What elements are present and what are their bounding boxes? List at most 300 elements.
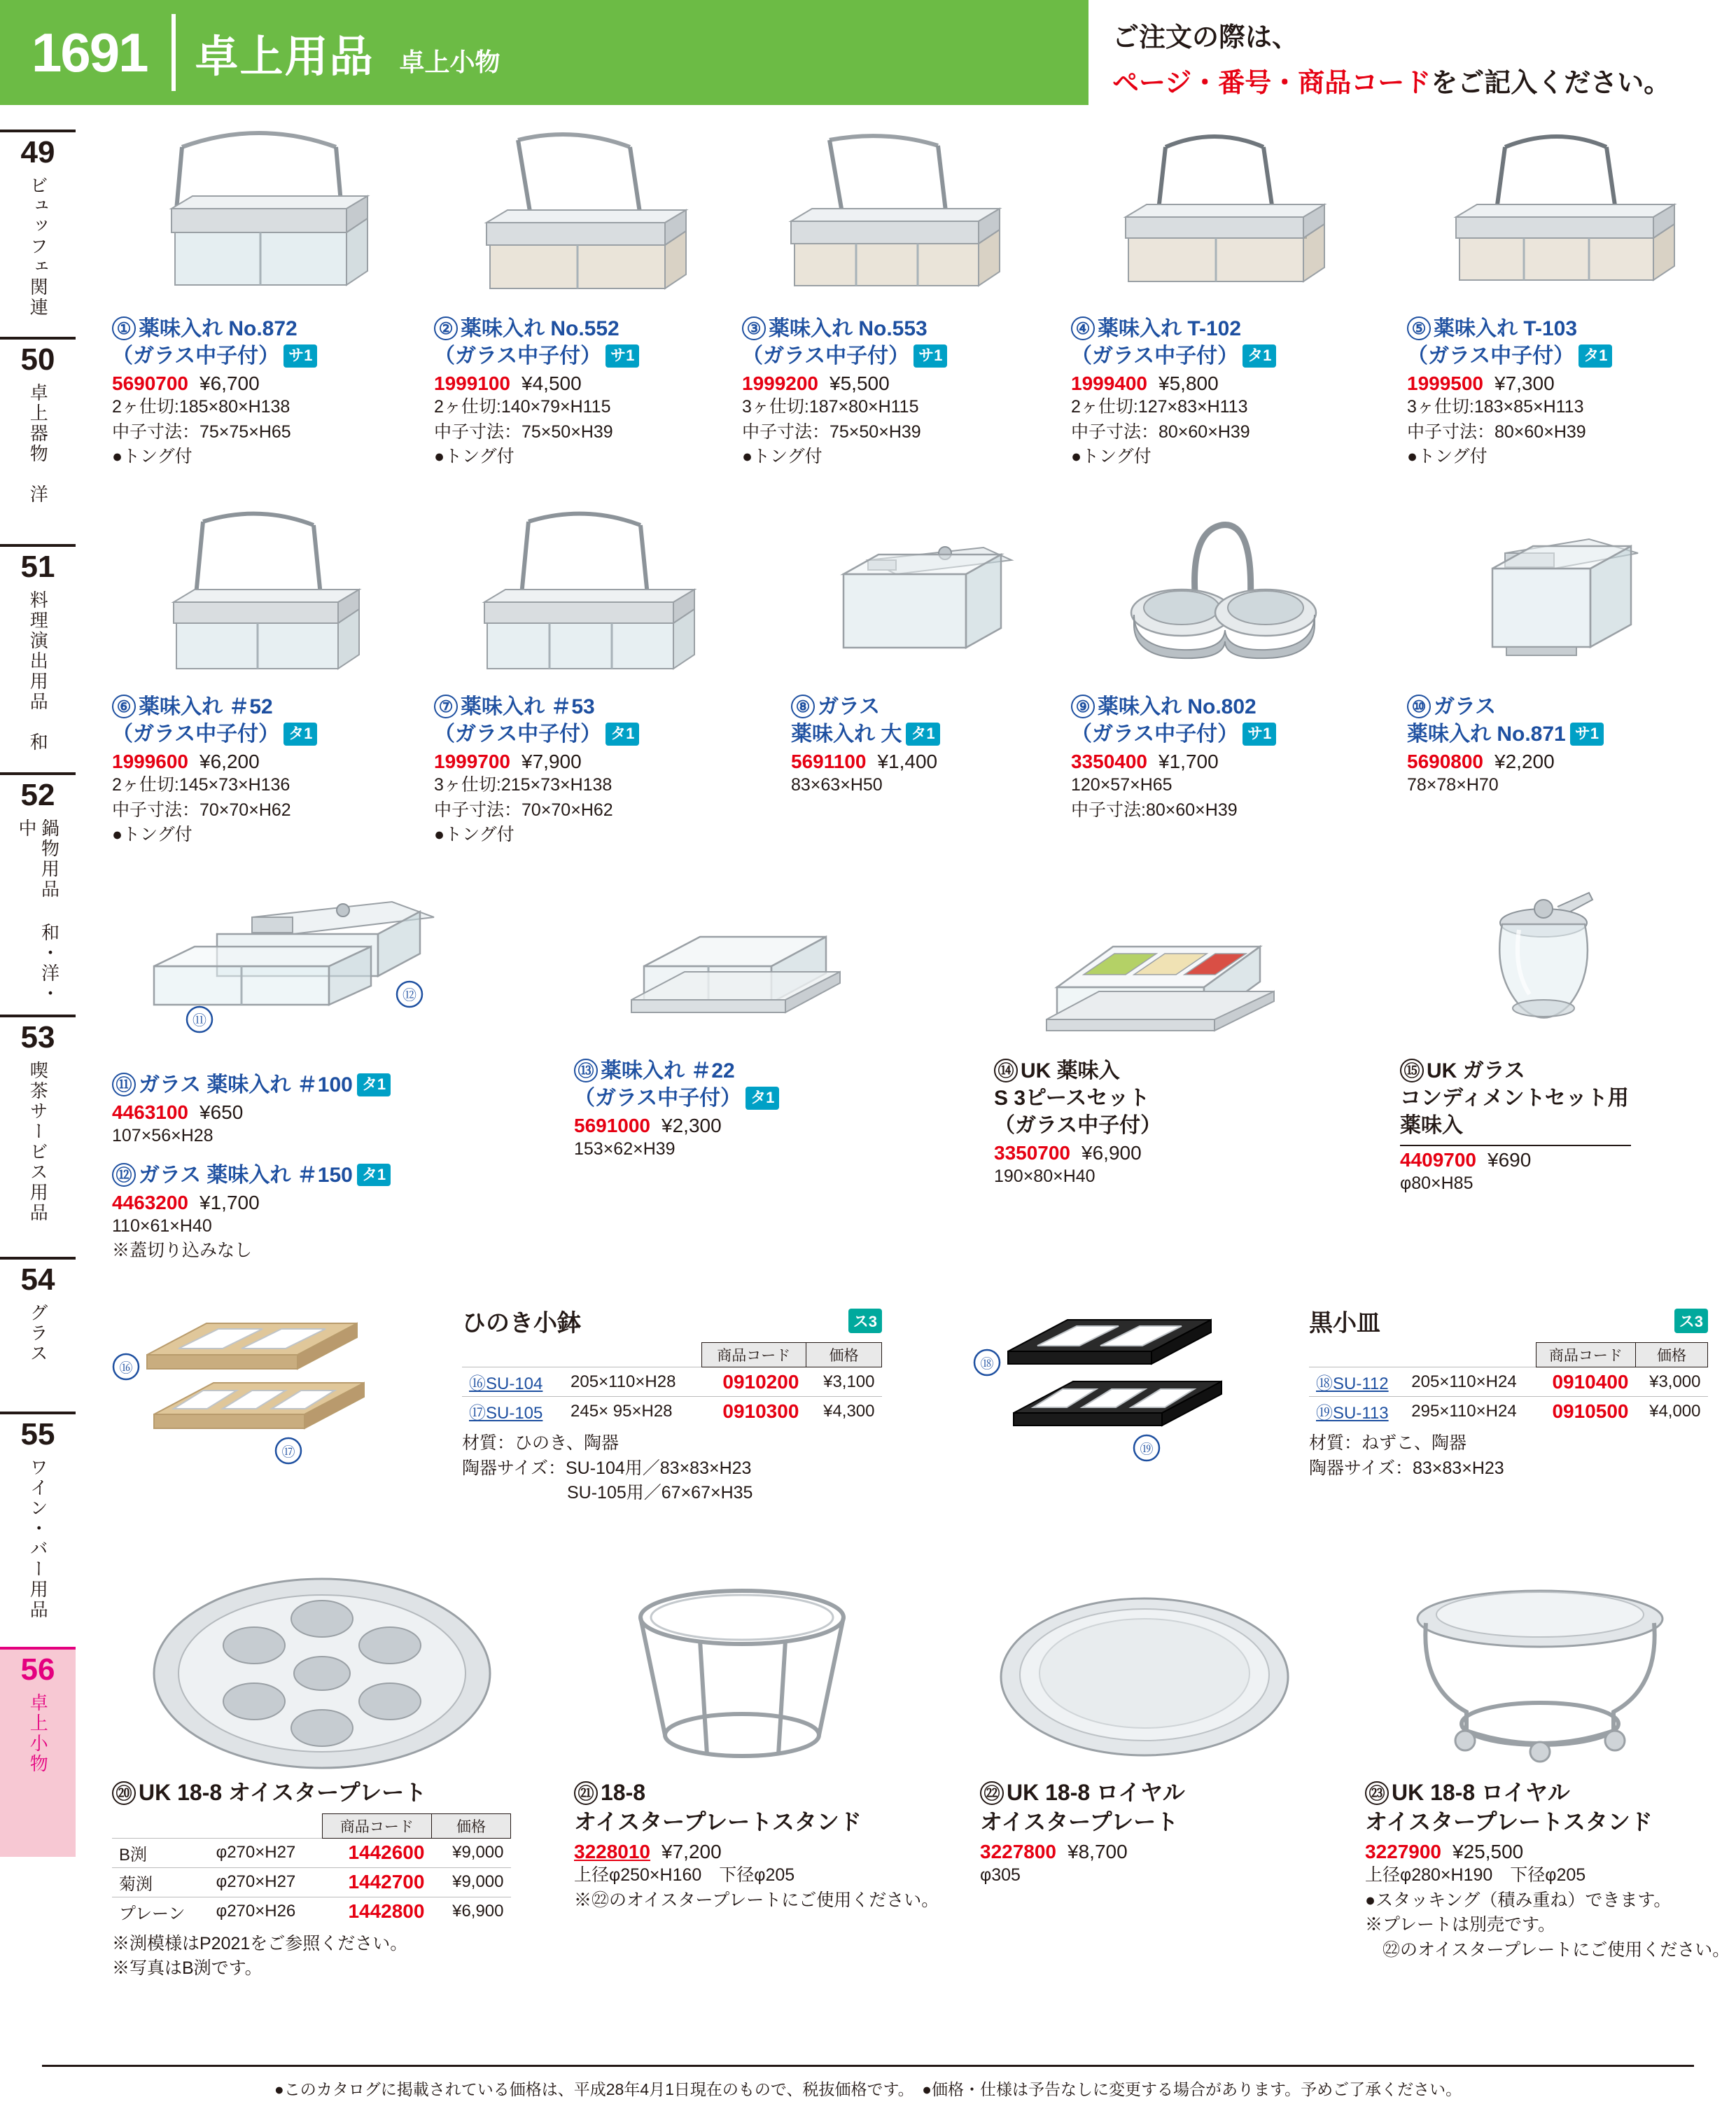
product-card-23[interactable] — [1365, 1568, 1730, 1963]
row-size: 205×110×H24 — [1404, 1367, 1536, 1397]
product-code: 3350400 — [1071, 751, 1148, 772]
product-name-2: S 3ピースセット — [994, 1087, 1150, 1110]
product-spec: 107×56×H28 — [112, 1126, 214, 1145]
product-price-row — [434, 372, 728, 395]
product-spec: ●トング付 — [112, 825, 192, 844]
product-name-3: （ガラス中子付） — [994, 1114, 1162, 1137]
product-spec: ●トング付 — [434, 825, 514, 844]
product-card-1[interactable] — [112, 126, 406, 470]
sidebar-item-54[interactable] — [0, 1257, 76, 1407]
product-title — [112, 1778, 532, 1808]
product-title — [742, 315, 1036, 342]
product-spec: 中子寸法：70×70×H62 — [434, 800, 613, 820]
table-header-row — [462, 1343, 882, 1367]
row-model: ⑰SU-105 — [462, 1397, 564, 1426]
product-title-2 — [1407, 342, 1708, 370]
product-name-1: 薬味入れ T-103 — [1434, 317, 1578, 340]
product-price-row — [112, 1192, 504, 1214]
product-name-1: 薬味入れ No.553 — [769, 317, 927, 340]
product-card-6[interactable] — [112, 504, 406, 848]
product-name-1: ガラス 薬味入れ ＃100 — [139, 1073, 353, 1096]
product-code: 4409700 — [1400, 1149, 1477, 1171]
maker-badge: タ1 — [1242, 344, 1276, 368]
side-tab-label: 料理演出用品 和 — [27, 590, 49, 753]
product-price: ¥5,500 — [830, 372, 890, 394]
product-spec: 中子寸法：75×75×H65 — [112, 421, 291, 442]
table-row[interactable] — [462, 1367, 882, 1397]
product-title-2 — [112, 342, 406, 370]
product-photo — [1071, 126, 1365, 315]
product-price-row — [791, 751, 1043, 773]
product-code: 1999500 — [1407, 372, 1484, 394]
table-row[interactable] — [112, 1867, 511, 1897]
product-name-2: コンディメントセット用 — [1400, 1087, 1629, 1110]
product-photo — [1400, 882, 1708, 1057]
product-code: 5690700 — [112, 372, 189, 394]
product-name-2: （ガラス中子付） — [112, 723, 280, 746]
product-spec: ●スタッキング（積み重ね）できます。 — [1365, 1890, 1672, 1910]
product-index: ⑨ — [1071, 695, 1095, 718]
maker-badge: タ1 — [284, 723, 317, 746]
product-price: ¥8,700 — [1068, 1841, 1128, 1863]
product-name-1: ガラス — [818, 695, 881, 718]
product-name-1: UK 18-8 ロイヤル — [1007, 1780, 1185, 1805]
product-card-2[interactable] — [434, 126, 728, 470]
product-index: ② — [434, 316, 458, 340]
product-photo — [1407, 504, 1708, 693]
side-tab-number: 54 — [20, 1262, 55, 1297]
product-name-1: UK 薬味入 — [1021, 1059, 1120, 1082]
product-photo — [112, 1568, 532, 1778]
table-row[interactable] — [112, 1838, 511, 1867]
row-model: ⑯SU-104 — [462, 1367, 564, 1397]
row-code: 0910500 — [1536, 1397, 1635, 1426]
product-title — [574, 1778, 910, 1808]
product-price: ¥5,800 — [1158, 372, 1219, 394]
product-spec: φ80×H85 — [1400, 1173, 1474, 1193]
product-photo — [112, 126, 406, 315]
product-price: ¥1,700 — [1158, 751, 1219, 772]
row-price: ¥9,000 — [431, 1867, 510, 1897]
product-card-20[interactable] — [112, 1568, 532, 1981]
side-tab-label: ビュッフェ関連 — [27, 176, 49, 319]
product-title-2 — [980, 1808, 1309, 1837]
header-divider — [172, 14, 176, 91]
product-name-1: 薬味入れ ＃22 — [601, 1059, 735, 1082]
table-header-row — [1309, 1343, 1708, 1367]
table-row[interactable] — [1309, 1397, 1708, 1426]
product-card-13[interactable] — [574, 882, 896, 1162]
oyster-table — [112, 1813, 511, 1926]
product-spec: 2ヶ仕切:185×80×H138 — [112, 397, 290, 417]
order-instruction-box — [1085, 0, 1736, 105]
side-tab-label: 卓上器物 洋 — [27, 383, 49, 506]
group-note: 陶器サイズ：83×83×H23 — [1309, 1458, 1504, 1478]
header-subtitle: 卓上小物 — [399, 48, 500, 76]
product-photo — [791, 504, 1043, 693]
product-spec: 2ヶ仕切:140×79×H115 — [434, 397, 611, 417]
product-price: ¥690 — [1488, 1149, 1532, 1171]
group-note: 陶器サイズ：SU-104用／83×83×H23 — [462, 1458, 752, 1478]
product-price-row — [434, 751, 735, 773]
product-spec: 中子寸法:80×60×H39 — [1071, 800, 1238, 820]
group-note: 材質：ねずこ、陶器 — [1309, 1433, 1467, 1453]
product-index: ③ — [742, 316, 766, 340]
product-title-2 — [1365, 1808, 1715, 1837]
product-photo — [980, 1568, 1309, 1778]
maker-badge: ス3 — [848, 1309, 882, 1333]
product-name-3: 薬味入 — [1400, 1114, 1463, 1137]
product-spec: ●トング付 — [742, 447, 822, 466]
product-spec: 2ヶ仕切:145×73×H136 — [112, 775, 290, 795]
product-row-5 — [98, 1568, 1730, 1979]
product-title-2 — [994, 1085, 1323, 1112]
sidebar-item-55[interactable] — [0, 1412, 76, 1643]
product-price: ¥4,500 — [522, 372, 582, 394]
product-name-2: （ガラス中子付） — [1071, 344, 1239, 368]
maker-badge: タ1 — [357, 1073, 391, 1096]
product-title — [574, 1057, 896, 1085]
group-title: 黒小皿 — [1309, 1310, 1380, 1337]
product-spec: 上径φ250×H160 下径φ205 — [574, 1865, 795, 1886]
product-title-2 — [1071, 720, 1365, 748]
product-title-2 — [574, 1808, 910, 1837]
table-row[interactable] — [112, 1897, 511, 1926]
svg-text:⑲: ⑲ — [1140, 1442, 1154, 1457]
product-code: 5691000 — [574, 1115, 651, 1136]
hinoki-header — [462, 1304, 882, 1338]
row-price: ¥6,900 — [431, 1897, 510, 1926]
row-code: 1442800 — [322, 1897, 431, 1926]
product-name-1: 薬味入れ ＃52 — [139, 695, 273, 718]
column-header-code: 商品コード — [322, 1813, 431, 1838]
product-name-2: （ガラス中子付） — [1407, 344, 1575, 368]
sidebar-item-50[interactable] — [0, 337, 76, 540]
product-price: ¥650 — [200, 1101, 244, 1123]
product-index: ㉑ — [574, 1781, 598, 1805]
product-price: ¥1,400 — [877, 751, 938, 772]
product-price-row — [1365, 1841, 1715, 1863]
side-tab-number: 56 — [20, 1652, 55, 1687]
product-card-3[interactable] — [742, 126, 1036, 470]
product-spec: 153×62×H39 — [574, 1139, 676, 1159]
maker-badge: タ1 — [746, 1087, 779, 1110]
product-photo — [434, 504, 735, 693]
product-index: ⑥ — [112, 695, 136, 718]
row-code: 0910200 — [701, 1367, 806, 1397]
svg-text:⑯: ⑯ — [119, 1361, 133, 1376]
product-name-1: UK 18-8 オイスタープレート — [139, 1780, 427, 1805]
product-spec: 中子寸法：80×60×H39 — [1071, 421, 1250, 442]
product-spec: 78×78×H70 — [1407, 775, 1499, 795]
product-title-2 — [1407, 720, 1708, 748]
hinoki-table — [462, 1342, 882, 1426]
product-photo — [994, 882, 1323, 1057]
product-name-2: オイスタープレートスタンド — [1365, 1809, 1653, 1834]
product-title-2 — [574, 1085, 896, 1112]
product-title — [1400, 1057, 1708, 1085]
product-price-row — [1071, 751, 1365, 773]
side-tab-number: 53 — [20, 1020, 55, 1054]
column-header-code: 商品コード — [701, 1343, 806, 1367]
table-row[interactable] — [462, 1397, 882, 1426]
product-code: 4463100 — [112, 1101, 189, 1123]
product-index: ㉒ — [980, 1781, 1004, 1805]
product-row-3 — [98, 882, 1715, 1288]
product-code: 5690800 — [1407, 751, 1484, 772]
maker-badge: サ1 — [1570, 723, 1604, 746]
product-name-1: ガラス 薬味入れ ＃150 — [139, 1163, 353, 1187]
product-card-21[interactable] — [574, 1568, 939, 1913]
product-price-row — [112, 372, 406, 395]
sidebar-item-52[interactable] — [0, 772, 76, 1010]
divider — [1400, 1145, 1631, 1146]
product-index: ⑤ — [1407, 316, 1431, 340]
side-tab-nav — [0, 130, 76, 1861]
row-model: ⑲SU-113 — [1309, 1397, 1404, 1426]
product-price-row — [1071, 372, 1365, 395]
product-index: ⑮ — [1400, 1059, 1424, 1082]
page-header — [0, 0, 1736, 105]
product-row-2 — [98, 504, 1715, 882]
maker-badge: サ1 — [1242, 723, 1276, 746]
row-name: 菊渕 — [112, 1867, 209, 1897]
product-name-2: 薬味入れ No.871 — [1407, 723, 1566, 746]
row-price: ¥3,000 — [1635, 1367, 1707, 1397]
row-code: 1442600 — [322, 1838, 431, 1867]
product-photo — [1071, 504, 1365, 693]
product-card-4[interactable] — [1071, 126, 1365, 470]
product-note: ※写真はB渕です。 — [112, 1958, 262, 1979]
product-spec: 2ヶ仕切:127×83×H113 — [1071, 397, 1248, 417]
product-title-2 — [434, 720, 735, 748]
product-title-2 — [1071, 342, 1365, 370]
product-photo — [112, 504, 406, 693]
product-title-2 — [791, 720, 1043, 748]
row-size: φ270×H27 — [209, 1867, 323, 1897]
product-title — [1071, 315, 1365, 342]
product-grid — [98, 126, 1730, 1979]
product-card-11-12[interactable] — [112, 882, 504, 1264]
product-price: ¥6,900 — [1082, 1142, 1142, 1164]
product-price-row — [742, 372, 1036, 395]
side-tab-label: 卓上小物 — [27, 1693, 49, 1775]
product-spec: 110×61×H40 — [112, 1215, 212, 1236]
row-code: 0910300 — [701, 1397, 806, 1426]
product-index: ⑧ — [791, 695, 815, 718]
maker-badge: ス3 — [1674, 1309, 1708, 1333]
product-name-1: 薬味入れ ＃53 — [461, 695, 595, 718]
order-tail: をご記入ください。 — [1431, 69, 1671, 98]
product-spec: φ305 — [980, 1865, 1021, 1886]
product-price-row — [980, 1841, 1309, 1863]
product-title — [112, 315, 406, 342]
product-code: 1999100 — [434, 372, 511, 394]
product-title — [980, 1778, 1309, 1808]
hinoki-photo — [112, 1288, 406, 1474]
kuro-photo — [973, 1288, 1267, 1474]
product-photo — [434, 126, 728, 315]
column-header-price: 価格 — [431, 1813, 510, 1838]
product-spec: 3ヶ仕切:183×85×H113 — [1407, 397, 1584, 417]
product-code: 3228010 — [574, 1841, 651, 1863]
row-price: ¥9,000 — [431, 1838, 510, 1867]
product-title-2 — [742, 342, 1036, 370]
maker-badge: サ1 — [606, 344, 639, 368]
product-photo — [574, 1568, 910, 1778]
product-spec: 3ヶ仕切:187×80×H115 — [742, 397, 919, 417]
product-card-22[interactable] — [980, 1568, 1309, 1888]
product-price-row — [1400, 1149, 1708, 1171]
product-index: ⑳ — [112, 1781, 136, 1805]
product-index: ⑪ — [112, 1073, 136, 1096]
product-name-1: UK 18-8 ロイヤル — [1392, 1780, 1570, 1805]
product-price: ¥7,300 — [1494, 372, 1555, 394]
product-index: ④ — [1071, 316, 1095, 340]
product-title-2 — [434, 342, 728, 370]
product-spec: ●トング付 — [1407, 447, 1488, 466]
maker-badge: タ1 — [606, 723, 639, 746]
sidebar-item-56[interactable] — [0, 1647, 76, 1857]
product-photo — [1407, 126, 1708, 315]
product-title-2 — [1400, 1085, 1708, 1112]
side-tab-number: 51 — [20, 550, 55, 584]
maker-badge: サ1 — [284, 344, 317, 368]
product-title — [434, 315, 728, 342]
kuro-header — [1309, 1304, 1708, 1338]
product-price: ¥1,700 — [200, 1191, 260, 1213]
row-size: 245× 95×H28 — [564, 1397, 701, 1426]
product-index: ⑬ — [574, 1059, 598, 1082]
product-title — [112, 1071, 504, 1099]
row-size: φ270×H26 — [209, 1897, 323, 1926]
row-code: 0910400 — [1536, 1367, 1635, 1397]
product-index: ⑦ — [434, 695, 458, 718]
product-name-2: 薬味入れ 大 — [791, 723, 902, 746]
product-spec: 中子寸法：75×50×H39 — [434, 421, 613, 442]
side-tab-number: 50 — [20, 342, 55, 377]
product-card-14[interactable] — [994, 882, 1323, 1190]
product-title — [434, 693, 735, 720]
product-spec: ※蓋切り込みなし — [112, 1241, 253, 1260]
product-price: ¥7,200 — [662, 1841, 722, 1863]
product-title-3 — [994, 1112, 1323, 1139]
sidebar-item-51[interactable] — [0, 544, 76, 768]
product-price: ¥6,200 — [200, 751, 260, 772]
product-spec: ㉒のオイスタープレートにご使用ください。 — [1365, 1939, 1730, 1960]
product-index: ㉓ — [1365, 1781, 1389, 1805]
product-card-10[interactable] — [1407, 504, 1708, 798]
product-card-5[interactable] — [1407, 126, 1708, 470]
product-code: 1999700 — [434, 751, 511, 772]
product-spec: ●トング付 — [1071, 447, 1152, 466]
product-spec: 3ヶ仕切:215×73×H138 — [434, 775, 612, 795]
side-tab-label: 鍋物用品 和・洋・中 — [16, 818, 60, 1005]
product-name-2: オイスタープレートスタンド — [574, 1809, 862, 1834]
column-header-code: 商品コード — [1536, 1343, 1635, 1367]
product-spec: 83×63×H50 — [791, 775, 883, 795]
product-name-2: （ガラス中子付） — [742, 344, 910, 368]
product-name-2: （ガラス中子付） — [1071, 723, 1239, 746]
product-title — [112, 1162, 504, 1189]
product-card-7[interactable] — [434, 504, 735, 848]
product-title-3 — [1400, 1112, 1708, 1139]
product-price-row — [112, 751, 406, 773]
row-size: 205×110×H28 — [564, 1367, 701, 1397]
side-tab-number: 49 — [20, 135, 55, 169]
product-index: ⑩ — [1407, 695, 1431, 718]
product-code: 1999200 — [742, 372, 819, 394]
row-size: 295×110×H24 — [1404, 1397, 1536, 1426]
kuro-info — [1309, 1304, 1715, 1481]
page-number: 1691 — [31, 21, 148, 83]
order-line-1: ご注文の際は、 — [1112, 23, 1299, 53]
group-note: 材質：ひのき、陶器 — [462, 1433, 620, 1453]
product-price-row — [994, 1142, 1323, 1164]
product-photo — [574, 882, 896, 1057]
side-tab-label: 喫茶サービス用品 — [27, 1061, 49, 1224]
row-price: ¥4,300 — [806, 1397, 881, 1426]
product-name-2: （ガラス中子付） — [434, 344, 602, 368]
side-tab-label: ワイン・バー用品 — [27, 1458, 49, 1621]
product-name-2: （ガラス中子付） — [112, 344, 280, 368]
row-name: B渕 — [112, 1838, 209, 1867]
product-spec: ※㉒のオイスタープレートにご使用ください。 — [574, 1890, 939, 1910]
svg-text:⑰: ⑰ — [281, 1445, 295, 1460]
group-title: ひのき小鉢 — [462, 1310, 581, 1337]
product-code: 3350700 — [994, 1142, 1071, 1164]
product-price-row — [1407, 751, 1708, 773]
product-code: 5691100 — [791, 751, 867, 772]
product-code: 3227900 — [1365, 1841, 1442, 1863]
product-price-row — [1407, 372, 1708, 395]
side-tab-label: グラス — [27, 1303, 49, 1365]
column-header-price: 価格 — [1635, 1343, 1707, 1367]
product-name-1: 薬味入れ T-102 — [1098, 317, 1242, 340]
product-title-2 — [112, 720, 406, 748]
product-note: ※渕模様はP2021をご参照ください。 — [112, 1933, 408, 1953]
product-title — [994, 1057, 1323, 1085]
product-spec: 190×80×H40 — [994, 1166, 1096, 1186]
product-price-row — [574, 1115, 896, 1137]
product-code: 1999400 — [1071, 372, 1148, 394]
product-card-8[interactable] — [791, 504, 1043, 798]
sidebar-item-53[interactable] — [0, 1015, 76, 1253]
product-code: 3227800 — [980, 1841, 1057, 1863]
product-spec: 120×57×H65 — [1071, 775, 1172, 795]
product-name-1: 18-8 — [601, 1780, 646, 1805]
product-name-2: オイスタープレート — [980, 1809, 1179, 1834]
product-name-2: （ガラス中子付） — [574, 1087, 742, 1110]
product-spec: 中子寸法：80×60×H39 — [1407, 421, 1586, 442]
product-spec: ●トング付 — [112, 447, 192, 466]
kuro-table — [1309, 1342, 1708, 1426]
product-spec: ※プレートは別売です。 — [1365, 1915, 1556, 1935]
product-price: ¥6,700 — [200, 372, 260, 394]
product-name-2: （ガラス中子付） — [434, 723, 602, 746]
product-name-1: 薬味入れ No.802 — [1098, 695, 1256, 718]
product-card-9[interactable] — [1071, 504, 1365, 823]
side-tab-number: 55 — [20, 1417, 55, 1451]
product-card-15[interactable] — [1400, 882, 1708, 1197]
table-row[interactable] — [1309, 1367, 1708, 1397]
svg-text:⑱: ⑱ — [980, 1357, 994, 1372]
sidebar-item-49[interactable] — [0, 130, 76, 333]
order-line-2 — [1112, 61, 1716, 99]
row-price: ¥4,000 — [1635, 1397, 1707, 1426]
table-header-row — [112, 1813, 511, 1838]
product-row-4 — [98, 1288, 1715, 1540]
